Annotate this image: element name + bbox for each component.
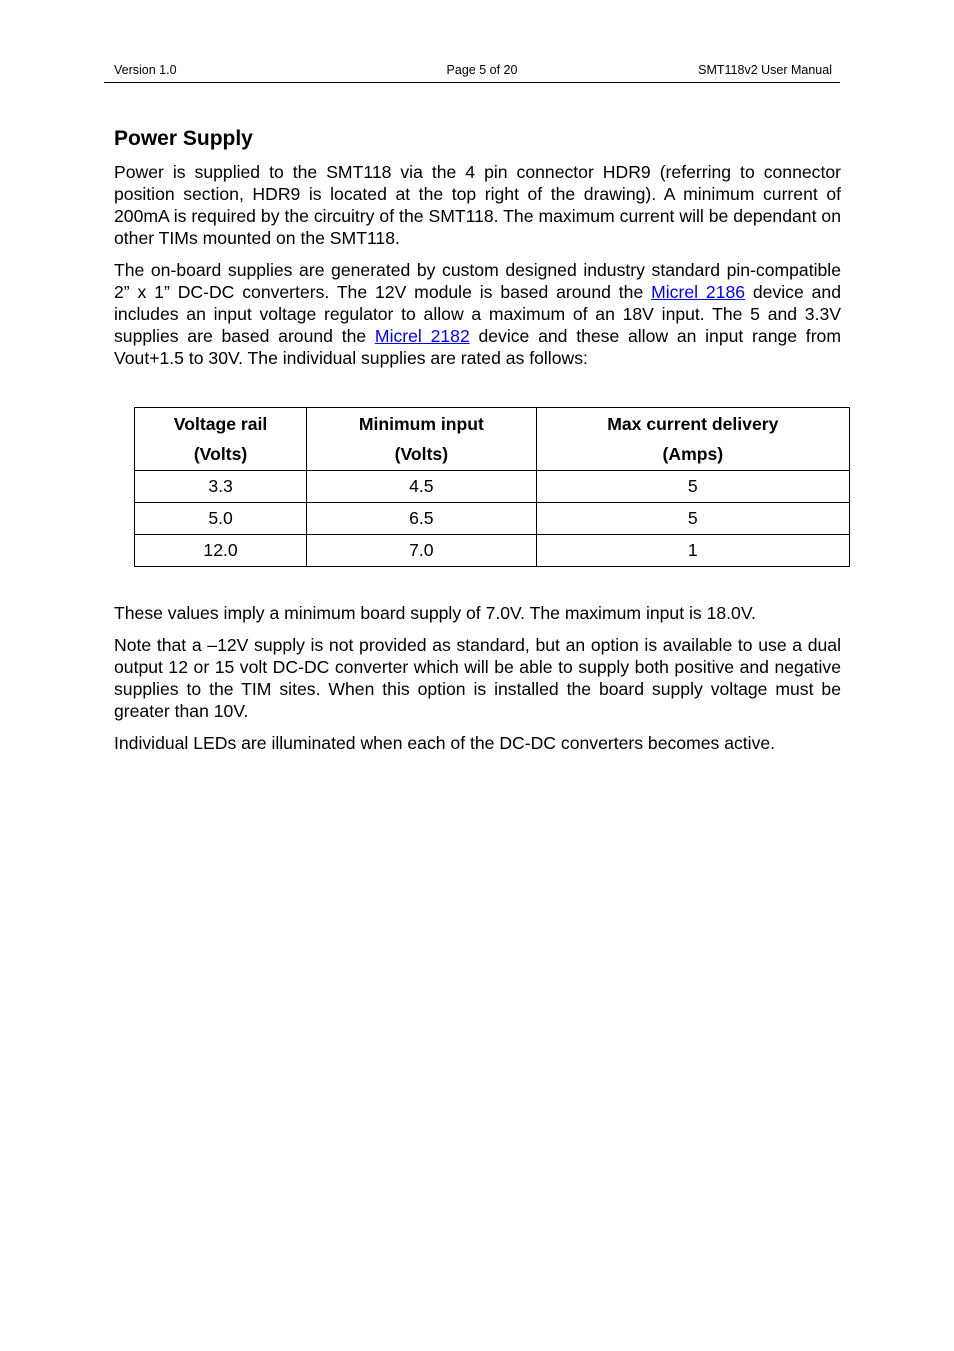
table-header-row <box>135 408 850 471</box>
table-row <box>135 471 850 503</box>
column-header-minimum-input <box>307 408 537 471</box>
table-row <box>135 535 850 567</box>
paragraph-board-supply: These values imply a minimum board supply of 7.0V. The maximum input is 18.0V. <box>114 603 756 623</box>
header-label: Max current delivery <box>607 414 779 434</box>
header-page-number: Page 5 of 20 <box>446 63 518 77</box>
paragraph-text: The on-board supplies are generated by custom designed industry standard pin-compatible 2” x 1” DC-DC converters. The 12V module is based around the <box>114 260 841 302</box>
column-header-max-current <box>536 408 849 471</box>
supply-ratings-table <box>134 407 850 567</box>
table-cell: 5.0 <box>135 503 307 535</box>
table-row <box>135 503 850 535</box>
paragraph-leds: Individual LEDs are illuminated when each of the DC-DC converters becomes active. <box>114 733 776 753</box>
micrel-2186-link[interactable]: Micrel 2186 <box>651 282 746 302</box>
section-title: Power Supply <box>114 127 253 150</box>
header-unit: (Amps) <box>662 444 724 464</box>
table-cell: 7.0 <box>307 535 537 567</box>
column-header-voltage-rail <box>135 408 307 471</box>
table-cell: 5 <box>536 471 849 503</box>
table-cell: 3.3 <box>135 471 307 503</box>
paragraph-text: device and these allow an input range from Vout+1.5 to 30V. The individual supplies are rated as follows: <box>114 326 841 368</box>
header-unit: (Volts) <box>394 444 449 464</box>
header-label: Voltage rail <box>173 414 268 434</box>
header-version: Version 1.0 <box>114 63 177 77</box>
paragraph-power-intro: Power is supplied to the SMT118 via the 4 pin connector HDR9 (referring to connector position section, HDR9 is located at the top right of the drawing). A minimum current of 200mA is required by the circuitry of the SMT118. The maximum current will be dependant on other TIMs mounted on the SMT118. <box>114 162 841 248</box>
table-cell: 12.0 <box>135 535 307 567</box>
table-cell: 1 <box>536 535 849 567</box>
table-cell: 4.5 <box>307 471 537 503</box>
header-label: Minimum input <box>358 414 484 434</box>
table-cell: 6.5 <box>307 503 537 535</box>
header-manual-title: SMT118v2 User Manual <box>698 63 832 77</box>
header-unit: (Volts) <box>193 444 248 464</box>
paragraph-text: device and includes an input voltage regulator to allow a maximum of an 18V input. The 5 and 3.3V supplies are based around the <box>114 282 841 346</box>
paragraph-onboard-supplies <box>114 259 841 369</box>
document-body <box>114 124 841 764</box>
paragraph-negative-supply-note: Note that a –12V supply is not provided as standard, but an option is available to use a dual output 12 or 15 volt DC-DC converter which will be able to supply both positive and negative supplies to the TIM sites. When this option is installed the board supply voltage must be greater than 10V. <box>114 635 841 721</box>
table-cell: 5 <box>536 503 849 535</box>
page-header <box>104 61 840 83</box>
micrel-2182-link[interactable]: Micrel 2182 <box>374 326 470 346</box>
